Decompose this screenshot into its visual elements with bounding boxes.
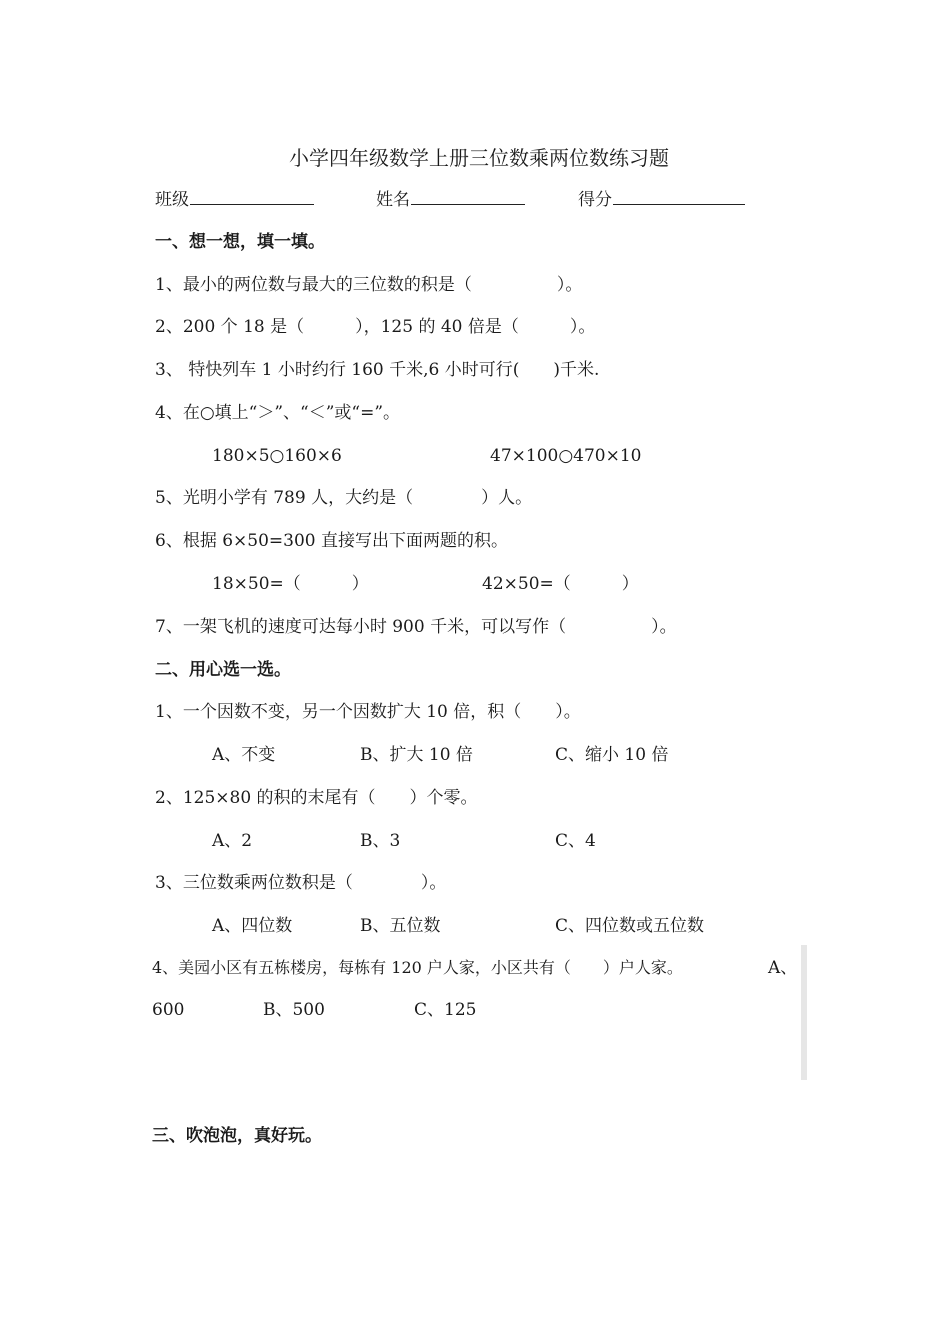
s2-q3-option-a: A、四位数 xyxy=(212,916,293,936)
s2-q1-option-b: B、扩大 10 倍 xyxy=(360,745,473,765)
s2-q2-option-b: B、3 xyxy=(360,831,401,851)
s1-question-1: 1、最小的两位数与最大的三位数的积是（ ）。 xyxy=(155,275,583,295)
s1-question-2: 2、200 个 18 是（ ），125 的 40 倍是（ ）。 xyxy=(155,317,596,337)
class-label: 班级 xyxy=(155,190,189,210)
s2-q4-option-a-letter: A、 xyxy=(768,958,798,978)
section2-heading: 二、用心选一选。 xyxy=(155,660,291,680)
page-title: 小学四年级数学上册三位数乘两位数练习题 xyxy=(289,146,669,170)
page-edge-shadow xyxy=(801,945,807,1080)
s1-question-3: 3、 特快列车 1 小时约行 160 千米,6 小时可行( )千米. xyxy=(155,360,600,380)
s2-q1-option-a: A、不变 xyxy=(212,745,276,765)
s2-question-3: 3、三位数乘两位数积是（ ）。 xyxy=(155,873,447,893)
name-field xyxy=(376,189,525,210)
name-blank xyxy=(411,189,525,205)
s2-question-4: 4、美园小区有五栋楼房，每栋有 120 户人家，小区共有（ ）户人家。 xyxy=(152,958,683,977)
s1-q4-expression-b: 47×100○470×10 xyxy=(490,446,642,466)
score-field xyxy=(578,189,745,210)
s2-q2-option-c: C、4 xyxy=(555,831,596,851)
score-label: 得分 xyxy=(578,190,612,210)
s2-q4-option-b: B、500 xyxy=(263,1000,325,1020)
section3-heading: 三、吹泡泡，真好玩。 xyxy=(152,1126,322,1146)
score-blank xyxy=(613,189,745,205)
section1-heading: 一、想一想，填一填。 xyxy=(155,232,325,252)
class-blank xyxy=(190,189,314,205)
s2-question-2: 2、125×80 的积的末尾有（ ）个零。 xyxy=(155,788,478,808)
s1-question-7: 7、一架飞机的速度可达每小时 900 千米，可以写作（ ）。 xyxy=(155,617,677,637)
s1-question-5: 5、光明小学有 789 人，大约是（ ）人。 xyxy=(155,488,533,508)
s2-q3-option-b: B、五位数 xyxy=(360,916,441,936)
s2-q2-option-a: A、2 xyxy=(212,831,253,851)
s2-question-1: 1、一个因数不变，另一个因数扩大 10 倍，积（ ）。 xyxy=(155,702,581,722)
s1-q6-expression-a: 18×50=（ ） xyxy=(212,574,369,594)
s1-question-4: 4、在○填上“＞”、“＜”或“=”。 xyxy=(155,403,401,423)
s2-q4-option-c: C、125 xyxy=(414,1000,477,1020)
s2-q1-option-c: C、缩小 10 倍 xyxy=(555,745,669,765)
s2-q4-option-a-value: 600 xyxy=(152,1000,185,1020)
s1-q4-expression-a: 180×5○160×6 xyxy=(212,446,342,466)
s2-q3-option-c: C、四位数或五位数 xyxy=(555,916,705,936)
s1-question-6: 6、根据 6×50=300 直接写出下面两题的积。 xyxy=(155,531,509,551)
s1-q6-expression-b: 42×50=（ ） xyxy=(482,574,639,594)
name-label: 姓名 xyxy=(376,190,410,210)
class-field xyxy=(155,189,314,210)
